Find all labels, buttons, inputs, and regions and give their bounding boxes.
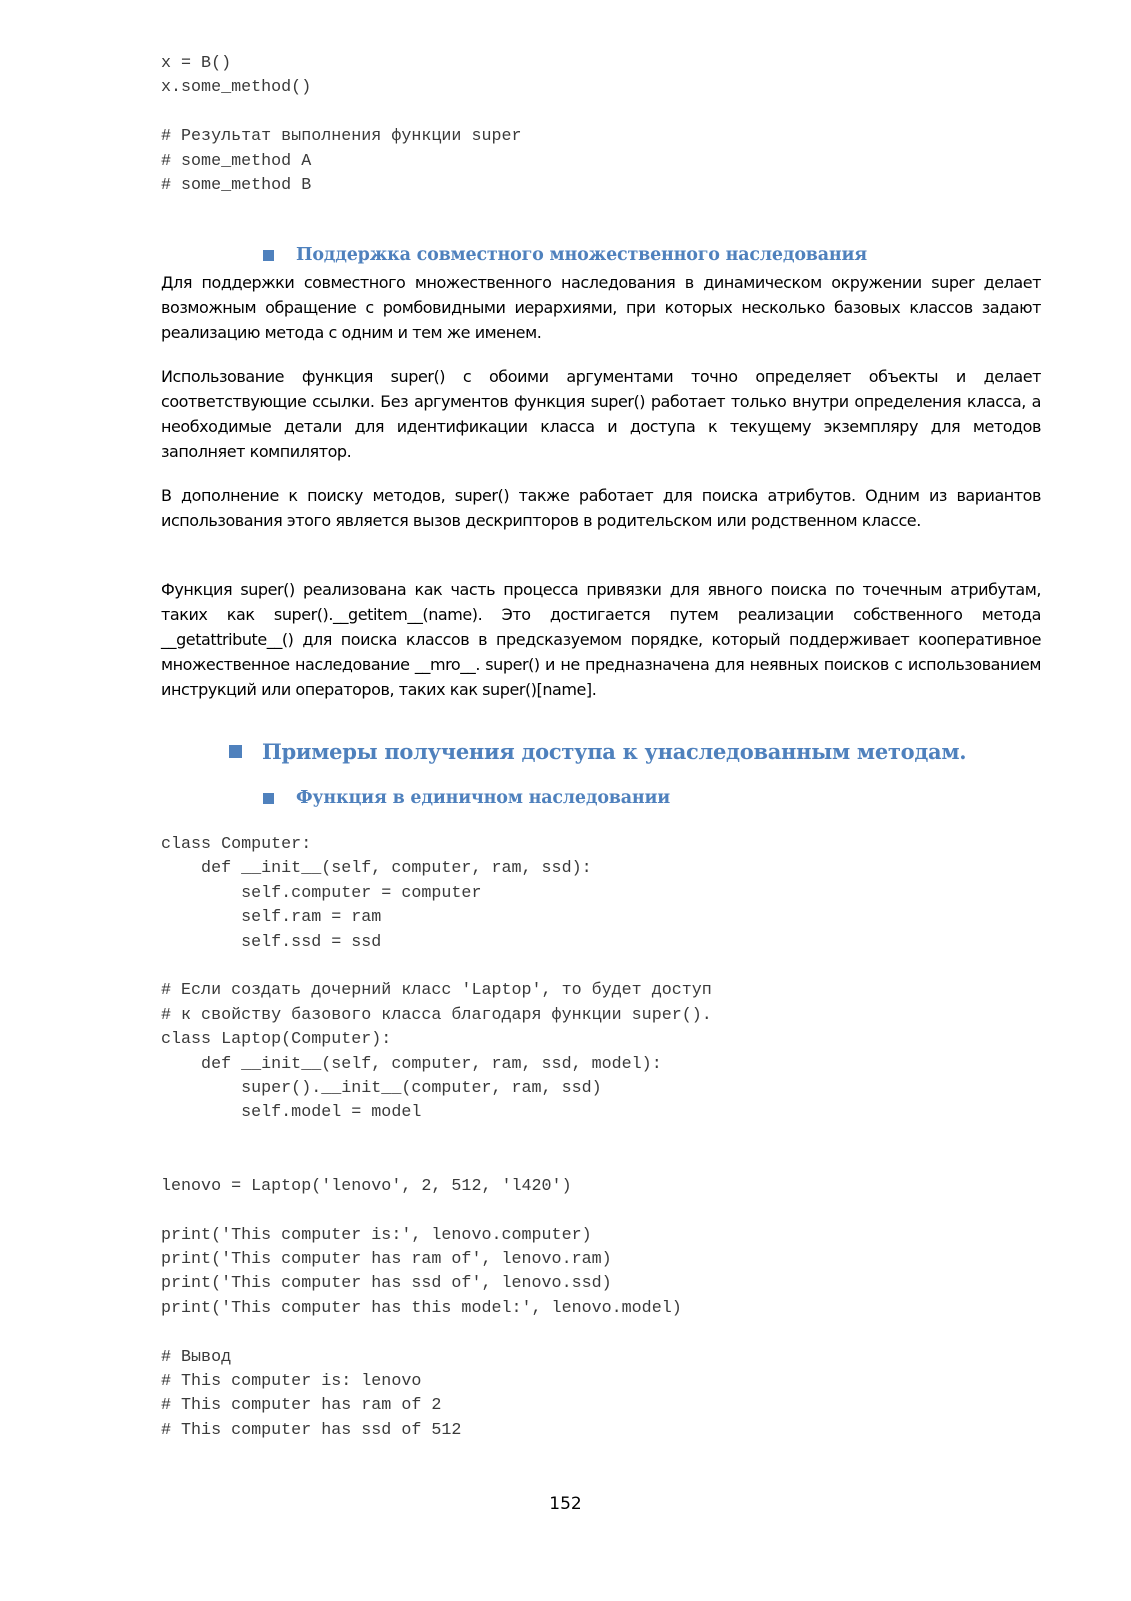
code-block-computer-example: class Computer: def __init__(self, computer, ram, ssd): self.computer = computer self.ram = ram self.ssd = ssd # Если создать дочерний класс 'Laptop', то будет доступ # к свойству базового класса благодаря функции super(). class Laptop(Computer): def __init__(self, computer, ram, ssd, model): super().__init__(computer, ram, ssd) self.model = model lenovo = Laptop('lenovo', 2, 512, 'l420') print('This computer is:', lenovo.computer) print('This computer has ram of', lenovo.ram) print('This computer has ssd of', lenovo.ssd) print('This computer has this model:', lenovo.model) # Вывод # This computer is: lenovo # This computer has ram of 2 # This computer has ssd of 512 xyxy=(161,835,712,1440)
paragraph-4: Функция super() реализована как часть процесса привязки для явного поиска по точечным атрибутам, таких как super().__getitem__(name). Это достигается путем реализации собственного метода __getattribute__() для поиска классов в предсказуемом порядке, который поддерживает кооперативное множественное наследование __mro__. super() и не предназначена для неявных поисков с использованием инструкций или операторов, таких как super()[name]. xyxy=(161,580,1041,699)
square-bullet-icon xyxy=(263,793,274,804)
square-bullet-icon xyxy=(263,250,274,261)
subheading-text: Функция в единичном наследовании xyxy=(296,788,671,808)
subheading-cooperative-inheritance xyxy=(263,245,867,265)
code-block-super-result: x = B() x.some_method() # Результат выполнения функции super # some_method A # some_method B xyxy=(161,54,522,196)
square-bullet-icon xyxy=(229,745,242,758)
section-heading-text: Примеры получения доступа к унаследованным методам. xyxy=(262,739,967,764)
subheading-single-inheritance xyxy=(263,788,670,808)
page-number: 152 xyxy=(549,1494,582,1514)
section-heading-examples xyxy=(229,739,966,764)
subheading-text: Поддержка совместного множественного наследования xyxy=(296,245,868,265)
paragraph-3: В дополнение к поиску методов, super() также работает для поиска атрибутов. Одним из вариантов использования этого является вызов дескрипторов в родительском или родственном классе. xyxy=(161,486,1041,530)
paragraph-2: Использование функция super() с обоими аргументами точно определяет объекты и делает соответствующие ссылки. Без аргументов функция super() работает только внутри определения класса, а необходимые детали для идентификации класса и доступа к текущему экземпляру для методов заполняет компилятор. xyxy=(161,367,1041,461)
paragraph-1: Для поддержки совместного множественного наследования в динамическом окружении super делает возможным обращение с ромбовидными иерархиями, при которых несколько базовых классов задают реализацию метода с одним и тем же именем. xyxy=(161,273,1041,342)
